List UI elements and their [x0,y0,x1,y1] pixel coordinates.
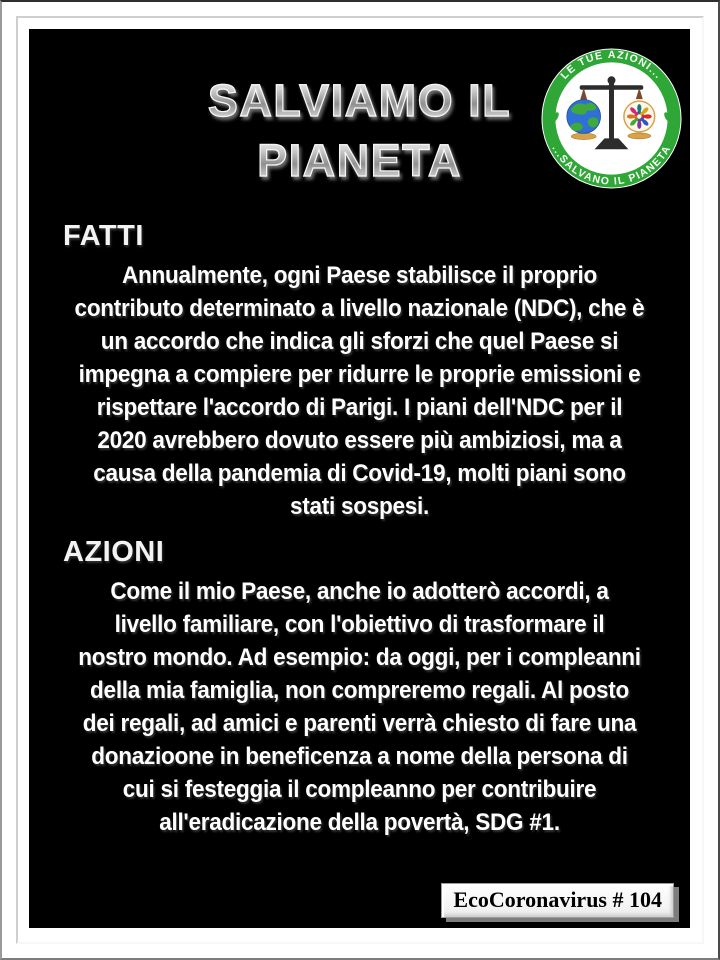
section-azioni [29,535,690,839]
text-line: nostro mondo. Ad esempio: da oggi, per i compleanni [78,644,641,671]
text-line: dei regali, ad amici e parenti verrà chiesto di fare una [82,710,637,737]
text-line: donazioone in beneficenza a nome della persona di [91,743,628,770]
section-fatti [29,219,690,523]
fatti-heading: FATTI [63,220,144,252]
azioni-paragraph [49,575,670,839]
text-line: causa della pandemia di Covid-19, molti piani sono [93,460,626,487]
text-line: stati sospesi. [289,493,430,520]
text-line: un accordo che indica gli sforzi che quel Paese si [100,328,619,355]
logo-bottom-text: ...SALVANO IL PIANETA [549,143,674,188]
poster-content [29,29,690,928]
text-line: rispettare l'accordo di Parigi. I piani dell'NDC per il [96,394,623,421]
text-line: Come il mio Paese, anche io adotterò accordi, a [110,578,609,605]
title-line-2: PIANETA [29,131,690,191]
azioni-heading: AZIONI [63,536,165,568]
text-line: 2020 avrebbero dovuto essere più ambiziosi, ma a [97,427,622,454]
text-line: impegna a compiere per ridurre le proprie emissioni e [78,361,641,388]
le-tue-azioni-logo [540,47,683,190]
text-line: cui si festeggia il compleanno per contribuire [122,776,597,803]
text-line: contributo determinato a livello nazionale (NDC), che è [74,295,645,322]
eco-coronavirus-badge: EcoCoronavirus # 104 [441,883,674,918]
fatti-paragraph [49,259,670,523]
title-line-1: SALVIAMO IL [29,71,690,131]
text-line: Annualmente, ogni Paese stabilisce il proprio [122,262,597,289]
text-line: livello familiare, con l'obiettivo di trasformare il [114,611,605,638]
logo-svg [540,47,683,190]
text-line: della mia famiglia, non compreremo regali. Al posto [90,677,629,704]
logo-top-text: LE TUE AZIONI... [559,49,664,82]
text-line: all'eradicazione della povertà, SDG #1. [159,809,560,836]
